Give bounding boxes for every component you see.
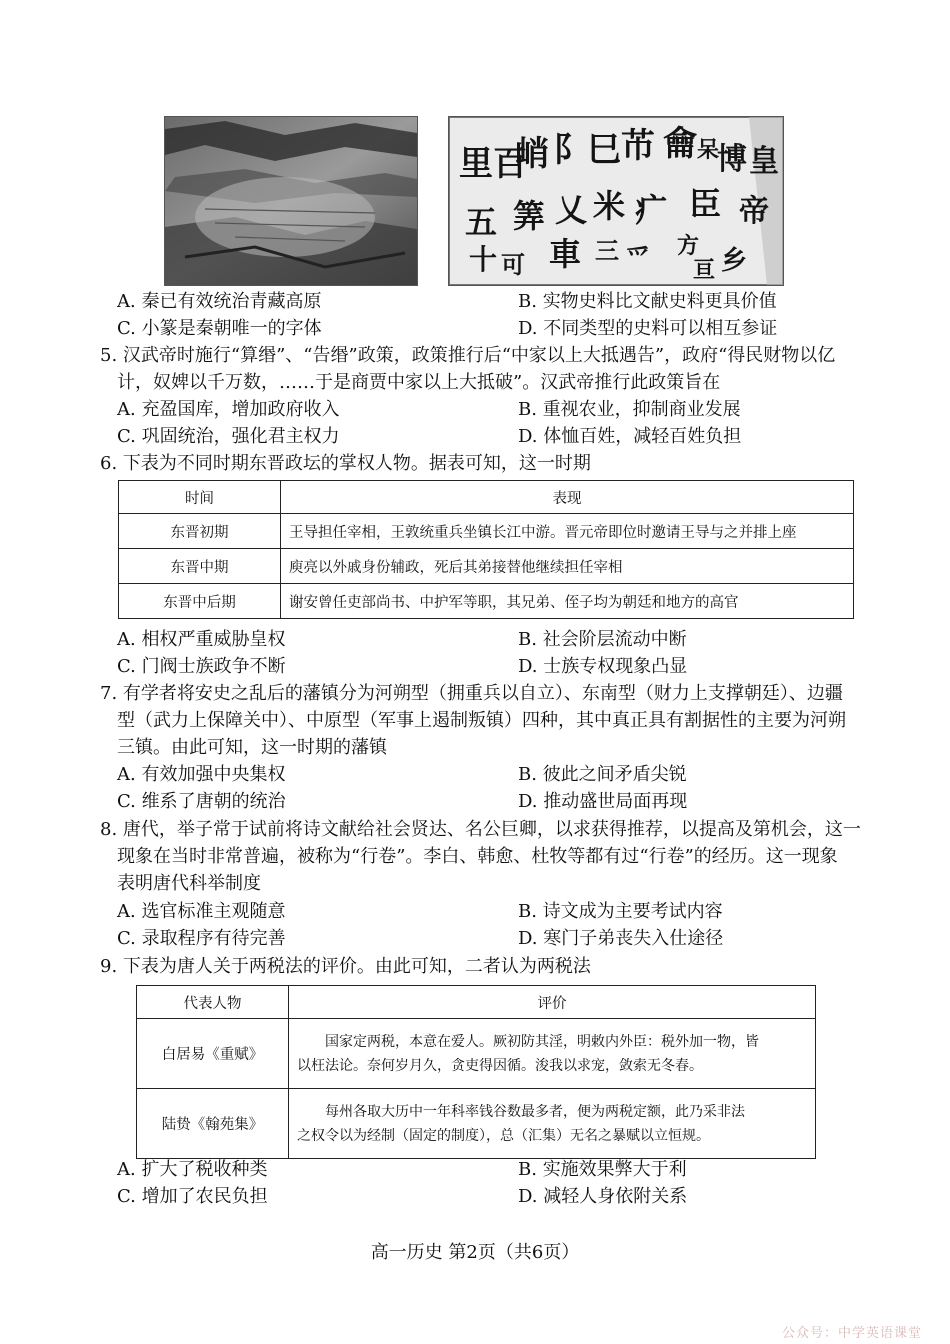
q6-option-c[interactable]: C. 门阀士族政争不断 xyxy=(117,656,286,677)
watermark: 公众号：中学英语课堂 xyxy=(781,1326,922,1341)
q9-stem: 9. 下表为唐人关于两税法的评价。由此可知，二者认为两税法 xyxy=(100,956,591,977)
table-row xyxy=(119,584,854,619)
table-row xyxy=(137,1019,816,1089)
table-row xyxy=(137,1089,816,1159)
svg-text:方: 方 xyxy=(677,233,700,259)
q5-option-d[interactable]: D. 体恤百姓，减轻百姓负担 xyxy=(518,426,742,447)
table-header-cell: 代表人物 xyxy=(137,986,289,1019)
table-row xyxy=(119,549,854,584)
svg-text:博: 博 xyxy=(717,142,747,177)
svg-text:可: 可 xyxy=(501,250,525,279)
table-header-cell: 时间 xyxy=(119,481,281,514)
q8-stem-line-3: 表明唐代科举制度 xyxy=(117,873,261,894)
q6-option-d[interactable]: D. 士族专权现象凸显 xyxy=(518,656,688,677)
table-header-cell: 表现 xyxy=(281,481,854,514)
svg-text:爫: 爫 xyxy=(625,244,652,274)
q6-option-a[interactable]: A. 相权严重威胁皇权 xyxy=(117,629,286,650)
stone-rubbing-photo xyxy=(164,116,418,286)
q7-stem-line-3: 三镇。由此可知，这一时期的藩镇 xyxy=(117,737,387,758)
q8-stem-line-2: 现象在当时非常普遍，被称为“行卷”。李白、韩愈、杜牧等都有过“行卷”的经历。这一现象 xyxy=(117,846,838,867)
svg-text:車: 車 xyxy=(549,235,582,273)
svg-text:乡: 乡 xyxy=(721,246,748,276)
table-header-row xyxy=(119,481,854,514)
svg-text:峭: 峭 xyxy=(515,134,549,174)
svg-text:芇: 芇 xyxy=(621,126,655,166)
q5-option-c[interactable]: C. 巩固统治，强化君主权力 xyxy=(117,426,340,447)
evaluation-line: 国家定两税，本意在爱人。厥初防其淫，明敕内外臣：税外加一物，皆 xyxy=(325,1033,759,1050)
q9-option-d[interactable]: D. 减轻人身依附关系 xyxy=(518,1186,688,1207)
q9-option-b[interactable]: B. 实施效果弊大于利 xyxy=(518,1159,687,1180)
q6-stem: 6. 下表为不同时期东晋政坛的掌权人物。据表可知，这一时期 xyxy=(100,453,591,474)
svg-text:阝巳: 阝巳 xyxy=(553,130,621,170)
svg-text:帝: 帝 xyxy=(739,194,769,229)
q8-option-a[interactable]: A. 选官标准主观随意 xyxy=(117,901,286,922)
svg-text:筭: 筭 xyxy=(513,197,546,235)
q7-option-d[interactable]: D. 推动盛世局面再现 xyxy=(518,791,688,812)
table-cell-evaluation xyxy=(289,1019,816,1089)
table-cell-person: 陆贽《翰苑集》 xyxy=(137,1089,289,1159)
evaluation-line: 每州各取大历中一年科率钱谷数最多者，便为两税定额，此乃采非法 xyxy=(325,1103,745,1120)
svg-text:米: 米 xyxy=(593,187,626,225)
table-cell-evaluation xyxy=(289,1089,816,1159)
table-cell-person: 白居易《重赋》 xyxy=(137,1019,289,1089)
svg-text:五: 五 xyxy=(465,203,498,241)
q7-option-b[interactable]: B. 彼此之间矛盾尖锐 xyxy=(518,764,687,785)
q4-option-d[interactable]: D. 不同类型的史料可以相互参证 xyxy=(518,318,778,339)
page-footer: 高一历史 第2页（共6页） xyxy=(370,1242,580,1263)
q7-option-a[interactable]: A. 有效加强中央集权 xyxy=(117,764,286,785)
table-cell-description: 谢安曾任吏部尚书、中护军等职，其兄弟、侄子均为朝廷和地方的高官 xyxy=(281,584,854,619)
evaluation-line: 之权令以为经制（固定的制度），总（汇集）无名之暴赋以立恒规。 xyxy=(297,1127,710,1144)
table-cell-period: 东晋中后期 xyxy=(119,584,281,619)
q8-option-d[interactable]: D. 寒门子弟丧失入仕途径 xyxy=(518,928,724,949)
stone-rubbing-image xyxy=(165,117,417,285)
table-row xyxy=(119,514,854,549)
svg-text:三: 三 xyxy=(595,236,619,265)
svg-text:十: 十 xyxy=(469,243,498,276)
table-header-row xyxy=(137,986,816,1019)
svg-text:亘: 亘 xyxy=(693,257,716,283)
table-cell-period: 东晋初期 xyxy=(119,514,281,549)
svg-text:龠: 龠 xyxy=(663,124,697,164)
q5-stem-line-1: 5. 汉武帝时施行“算缗”、“告缗”政策，政策推行后“中家以上大抵遇告”，政府“得民财物以亿 xyxy=(100,345,836,366)
q8-stem-line-1: 8. 唐代，举子常于试前将诗文献给社会贤达、名公巨卿，以求获得推荐，以提高及第机会，这一 xyxy=(100,819,861,840)
q5-option-b[interactable]: B. 重视农业，抑制商业发展 xyxy=(518,399,741,420)
svg-text:里百: 里百 xyxy=(459,144,527,184)
q4-option-a[interactable]: A. 秦已有效统治青藏高原 xyxy=(117,291,322,312)
q5-stem-line-2: 计，奴婢以千万数，……于是商贾中家以上大抵破”。汉武帝推行此政策旨在 xyxy=(117,372,721,393)
q4-option-c[interactable]: C. 小篆是秦朝唯一的字体 xyxy=(117,318,322,339)
q9-table xyxy=(136,985,816,1159)
q8-option-c[interactable]: C. 录取程序有待完善 xyxy=(117,928,286,949)
svg-text:疒: 疒 xyxy=(635,191,668,229)
q7-stem-line-2: 型（武力上保障关中）、中原型（军事上遏制叛镇）四种，其中真正具有割据性的主要为河朔 xyxy=(117,710,846,731)
svg-text:乂: 乂 xyxy=(555,191,588,229)
table-header-cell: 评价 xyxy=(289,986,816,1019)
q7-option-c[interactable]: C. 维系了唐朝的统治 xyxy=(117,791,286,812)
q7-stem-line-1: 7. 有学者将安史之乱后的藩镇分为河朔型（拥重兵以自立）、东南型（财力上支撑朝廷）、边疆 xyxy=(100,683,843,704)
evaluation-line: 以枉法论。奈何岁月久，贪吏得因循。浚我以求宠，敛索无冬春。 xyxy=(297,1057,703,1074)
svg-text:皇: 皇 xyxy=(749,144,779,179)
table-cell-description: 王导担任宰相，王敦统重兵坐镇长江中游。晋元帝即位时邀请王导与之并排上座 xyxy=(281,514,854,549)
q6-table xyxy=(118,480,854,619)
seal-script-image xyxy=(449,117,783,285)
q6-option-b[interactable]: B. 社会阶层流动中断 xyxy=(518,629,687,650)
table-cell-description: 庾亮以外戚身份辅政，死后其弟接替他继续担任宰相 xyxy=(281,549,854,584)
table-cell-period: 东晋中期 xyxy=(119,549,281,584)
q9-option-c[interactable]: C. 增加了农民负担 xyxy=(117,1186,268,1207)
svg-text:呆: 呆 xyxy=(697,137,720,163)
q5-option-a[interactable]: A. 充盈国库，增加政府收入 xyxy=(117,399,340,420)
q8-option-b[interactable]: B. 诗文成为主要考试内容 xyxy=(518,901,723,922)
seal-script-photo xyxy=(448,116,784,286)
q4-option-b[interactable]: B. 实物史料比文献史料更具价值 xyxy=(518,291,777,312)
svg-text:臣: 臣 xyxy=(689,185,722,223)
q9-option-a[interactable]: A. 扩大了税收种类 xyxy=(117,1159,268,1180)
